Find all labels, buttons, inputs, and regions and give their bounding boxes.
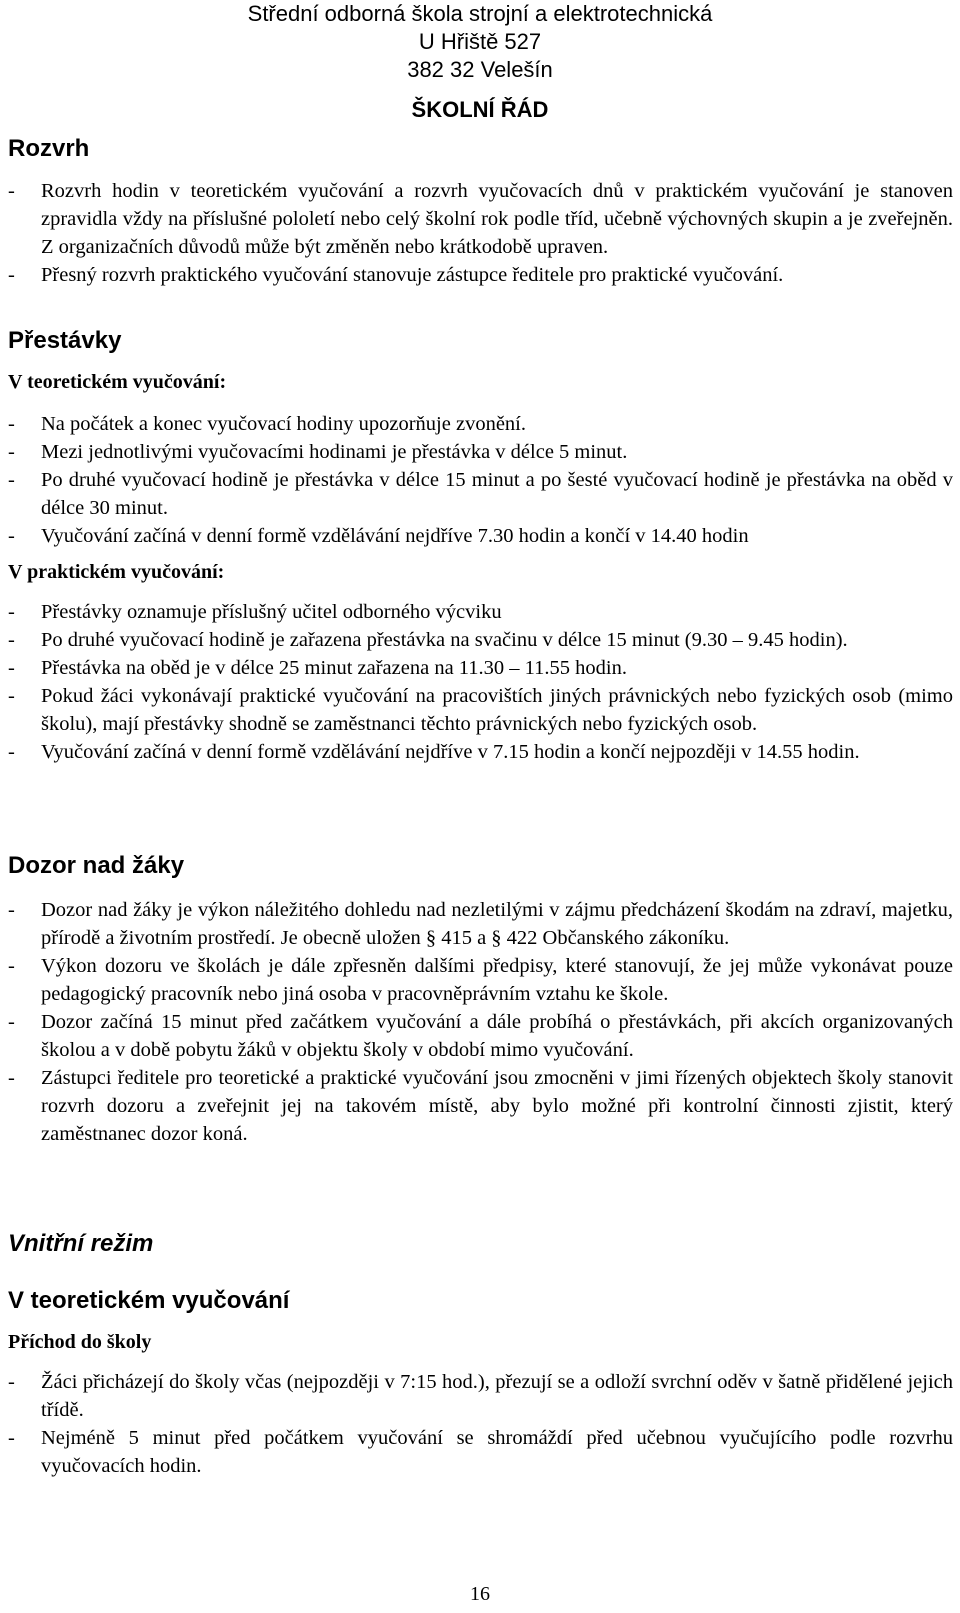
list-item: - Po druhé vyučovací hodině je přestávka v délce 15 minut a po šesté vyučovací hodině je přestávka na oběd v délce 30 minut. xyxy=(8,466,953,522)
list-item: - Vyučování začíná v denní formě vzdělávání nejdříve v 7.15 hodin a končí nejpozději v 14.55 hodin. xyxy=(8,738,953,766)
list-item: - Přestávka na oběd je v délce 25 minut zařazena na 11.30 – 11.55 hodin. xyxy=(8,654,953,682)
school-city: 382 32 Velešín xyxy=(407,57,553,82)
school-name: Střední odborná škola strojní a elektrotechnická xyxy=(247,1,713,26)
list-item: - Zástupci ředitele pro teoretické a praktické vyučování jsou zmocněni v jimi řízených objektech školy stanovit rozvrh dozoru a zveřejnit jej na takovém místě, aby bylo možné při kontrolní činnosti zjistit, který zaměstnanec dozor koná. xyxy=(8,1064,953,1148)
document-title: ŠKOLNÍ ŘÁD xyxy=(411,97,549,122)
section-heading-prestavky: Přestávky xyxy=(8,327,122,354)
rozvrh-list xyxy=(8,177,953,289)
section-heading-rezim: Vnitřní režim xyxy=(8,1230,154,1257)
prestavky-prakticke-list xyxy=(8,598,953,766)
list-item: - Na počátek a konec vyučovací hodiny upozorňuje zvonění. xyxy=(8,410,953,438)
list-item: - Výkon dozoru ve školách je dále zpřesněn dalšími předpisy, které stanovují, že jej může vykonávat pouze pedagogický pracovník nebo jiná osoba v pracovněprávním vztahu ke škole. xyxy=(8,952,953,1008)
dozor-list xyxy=(8,896,953,1148)
list-item: - Dozor nad žáky je výkon náležitého dohledu nad nezletilými v zájmu předcházení škodám na zdraví, majetku, přírodě a životním prostředí. Je obecně uložen § 415 a § 422 Občanského zákoníku. xyxy=(8,896,953,952)
subheading-prakticke: V praktickém vyučování: xyxy=(8,561,225,583)
list-item: - Pokud žáci vykonávají praktické vyučování na pracovištích jiných právnických nebo fyzických osob (mimo školu), mají přestávky shodně se zaměstnanci těchto právnických nebo fyzických osob. xyxy=(8,682,953,738)
page-number: 16 xyxy=(470,1583,490,1605)
section-heading-rozvrh: Rozvrh xyxy=(8,135,90,162)
prichod-list xyxy=(8,1368,953,1480)
list-item: - Rozvrh hodin v teoretickém vyučování a rozvrh vyučovacích dnů v praktickém vyučování je stanoven zpravidla vždy na příslušné pololetí nebo celý školní rok podle tříd, učebně výchovných skupin a je zveřejněn. Z organizačních důvodů může být změněn nebo krátkodobě upraven. xyxy=(8,177,953,261)
subheading-teoreticke: V teoretickém vyučování: xyxy=(8,371,227,393)
prestavky-teoreticke-list xyxy=(8,410,953,550)
subheading-rezim-teoreticke: V teoretickém vyučování xyxy=(8,1287,290,1314)
school-street: U Hřiště 527 xyxy=(418,29,542,54)
list-item: - Vyučování začíná v denní formě vzdělávání nejdříve 7.30 hodin a končí v 14.40 hodin xyxy=(8,522,953,550)
list-item: - Přesný rozvrh praktického vyučování stanovuje zástupce ředitele pro praktické vyučování. xyxy=(8,261,953,289)
list-item: - Žáci přicházejí do školy včas (nejpozději v 7:15 hod.), přezují se a odloží svrchní oděv v šatně přidělené jejich třídě. xyxy=(8,1368,953,1424)
list-item: - Po druhé vyučovací hodině je zařazena přestávka na svačinu v délce 15 minut (9.30 – 9.45 hodin). xyxy=(8,626,953,654)
list-item: - Mezi jednotlivými vyučovacími hodinami je přestávka v délce 5 minut. xyxy=(8,438,953,466)
subheading-prichod: Příchod do školy xyxy=(8,1331,152,1353)
section-heading-dozor: Dozor nad žáky xyxy=(8,852,185,879)
list-item: - Přestávky oznamuje příslušný učitel odborného výcviku xyxy=(8,598,953,626)
list-item: - Dozor začíná 15 minut před začátkem vyučování a dále probíhá o přestávkách, při akcích organizovaných školou a v době pobytu žáků v objektu školy v období mimo vyučování. xyxy=(8,1008,953,1064)
list-item: - Nejméně 5 minut před počátkem vyučování se shromáždí před učebnou vyučujícího podle rozvrhu vyučovacích hodin. xyxy=(8,1424,953,1480)
